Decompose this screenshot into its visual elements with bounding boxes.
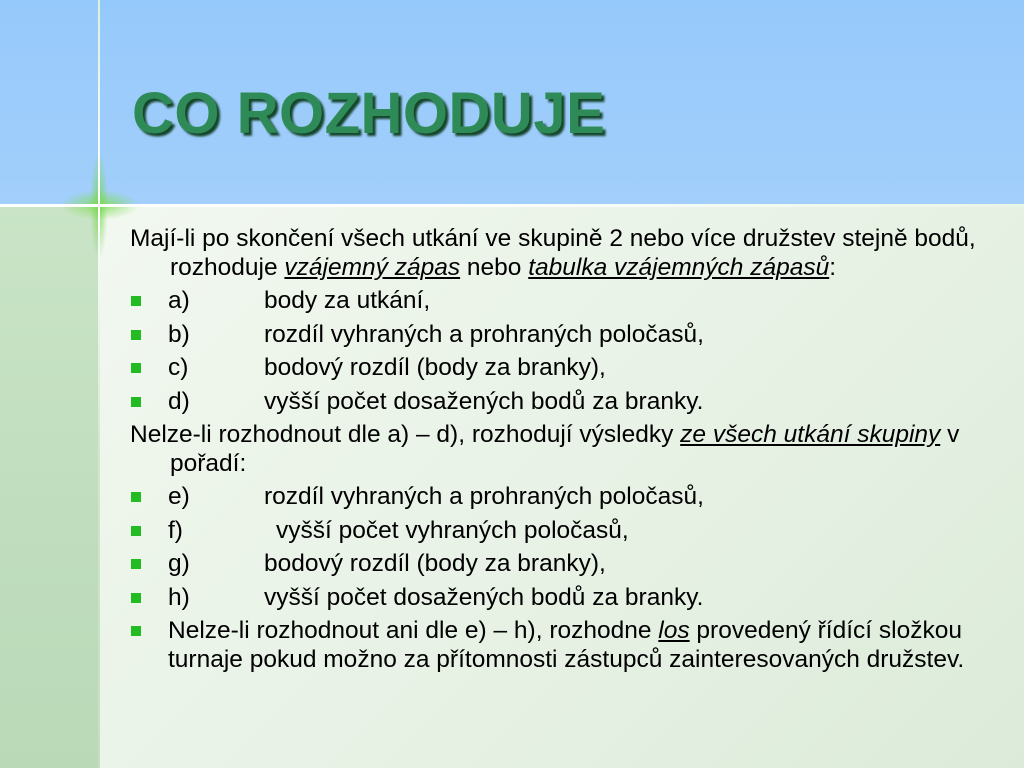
second-text-b: v pořadí:	[170, 421, 960, 477]
square-bullet-icon	[131, 296, 141, 306]
square-bullet-icon	[131, 363, 141, 373]
list-letter: a)	[168, 287, 190, 314]
list-item	[130, 286, 1000, 315]
list-item	[130, 516, 1000, 545]
list-text: bodový rozdíl (body za branky),	[264, 550, 606, 577]
list-item	[130, 549, 1000, 578]
square-bullet-icon	[131, 626, 141, 636]
list-text: vyšší počet dosažených bodů za branky.	[264, 387, 704, 415]
square-bullet-icon	[131, 492, 141, 502]
list-text: rozdíl vyhraných a prohraných poločasů,	[264, 483, 704, 510]
list-letter: g)	[168, 550, 190, 577]
square-bullet-icon	[131, 526, 141, 536]
square-bullet-icon	[131, 330, 141, 340]
intro-paragraph	[130, 224, 1000, 282]
horizontal-divider	[0, 204, 1024, 207]
final-text-b: provedený řídící složkou turnaje pokud možno za přítomnosti zástupců zainteresovaných družstev.	[168, 617, 965, 673]
intro-text-a: Mají-li po skončení všech utkání ve skupině 2 nebo více družstev stejně bodů, rozhoduje	[130, 225, 976, 281]
square-bullet-icon	[131, 593, 141, 603]
intro-text-c: :	[829, 254, 837, 281]
list-item	[130, 482, 1000, 511]
intro-text-b: nebo	[460, 254, 529, 281]
list-text: vyšší počet dosažených bodů za branky.	[264, 583, 704, 611]
list-text: rozdíl vyhraných a prohraných poločasů,	[264, 320, 704, 348]
intro-emphasis-1: vzájemný zápas	[284, 254, 461, 281]
final-emphasis: los	[658, 617, 690, 644]
list-item	[130, 387, 1000, 416]
list-text: body za utkání,	[264, 287, 431, 314]
second-paragraph	[130, 420, 1000, 478]
list-text: vyšší počet vyhraných poločasů,	[276, 516, 629, 544]
list-letter: h)	[168, 583, 190, 611]
list-text: bodový rozdíl (body za branky),	[264, 354, 606, 381]
second-text-a: Nelze-li rozhodnout dle a) – d), rozhodují výsledky	[130, 421, 681, 448]
slide-body	[130, 224, 1000, 679]
slide-title: CO ROZHODUJE	[132, 81, 606, 146]
list-item	[130, 583, 1000, 612]
second-emphasis: ze všech utkání skupiny	[680, 421, 941, 448]
list-letter: e)	[168, 483, 190, 510]
intro-emphasis-2: tabulka vzájemných zápasů	[528, 254, 830, 281]
list-letter: d)	[168, 387, 190, 415]
final-text-a: Nelze-li rozhodnout ani dle e) – h), rozhodne	[168, 617, 659, 644]
vertical-divider	[98, 0, 100, 768]
final-list-item	[130, 616, 1000, 674]
square-bullet-icon	[131, 559, 141, 569]
list-item	[130, 320, 1000, 349]
square-bullet-icon	[131, 397, 141, 407]
list-item	[130, 353, 1000, 382]
list-letter: b)	[168, 320, 190, 348]
left-band	[0, 204, 100, 768]
list-letter: c)	[168, 354, 189, 381]
list-letter: f)	[168, 516, 183, 544]
